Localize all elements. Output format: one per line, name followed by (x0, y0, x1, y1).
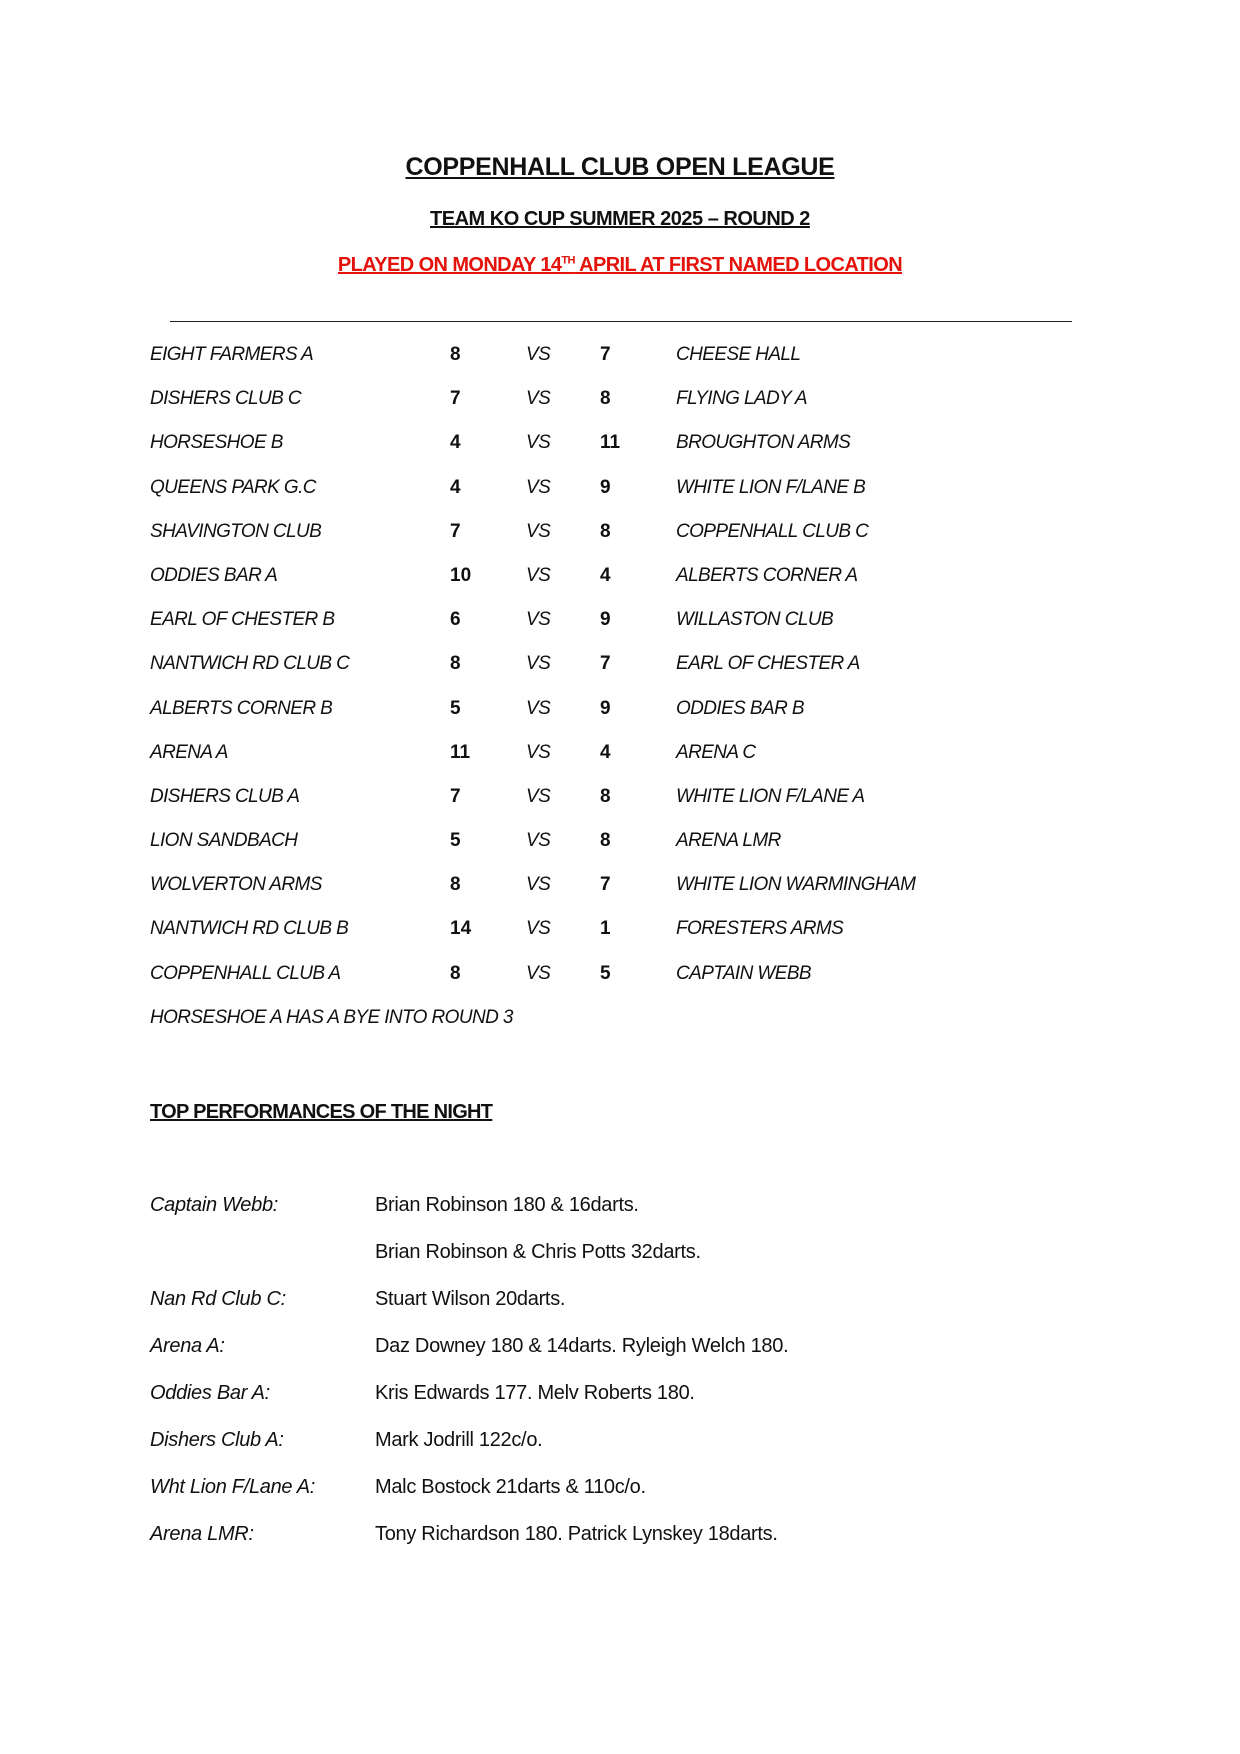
vs-label: VS (526, 962, 551, 984)
away-score: 8 (600, 830, 611, 852)
performance-note: Brian Robinson 180 & 16darts. (375, 1194, 639, 1216)
away-team: CAPTAIN WEBB (676, 962, 811, 984)
performance-note: Daz Downey 180 & 14darts. Ryleigh Welch 180. (375, 1335, 789, 1357)
home-score: 8 (450, 874, 461, 896)
away-score: 9 (600, 609, 611, 631)
home-score: 7 (450, 520, 461, 542)
page-title: COPPENHALL CLUB OPEN LEAGUE (405, 153, 835, 181)
away-team: ODDIES BAR B (676, 697, 804, 719)
home-score: 8 (450, 653, 461, 675)
vs-label: VS (526, 432, 551, 454)
away-team: COPPENHALL CLUB C (676, 520, 869, 542)
fixture-row (150, 477, 1050, 521)
home-team: NANTWICH RD CLUB C (150, 653, 350, 675)
performance-team: Arena LMR: (150, 1523, 254, 1545)
away-team: ARENA C (676, 741, 756, 763)
played-notice-suffix: APRIL AT FIRST NAMED LOCATION (574, 254, 903, 276)
fixtures-list (150, 344, 1050, 1051)
vs-label: VS (526, 344, 551, 365)
vs-label: VS (526, 653, 551, 675)
vs-label: VS (526, 520, 551, 542)
performance-note: Tony Richardson 180. Patrick Lynskey 18darts. (375, 1523, 778, 1545)
home-team: LION SANDBACH (150, 830, 298, 852)
home-team: SHAVINGTON CLUB (150, 520, 322, 542)
home-team: HORSESHOE B (150, 432, 283, 454)
home-score: 4 (450, 476, 461, 498)
performance-team: Nan Rd Club C: (150, 1288, 286, 1310)
performance-row (150, 1194, 1050, 1241)
bye-note: HORSESHOE A HAS A BYE INTO ROUND 3 (150, 1006, 513, 1028)
performance-team: Arena A: (150, 1335, 225, 1357)
divider-line (170, 321, 1072, 322)
away-team: ARENA LMR (676, 830, 781, 852)
vs-label: VS (526, 609, 551, 631)
fixture-row (150, 698, 1050, 742)
fixture-row (150, 742, 1050, 786)
vs-label: VS (526, 697, 551, 719)
away-score: 9 (600, 697, 611, 719)
fixture-row (150, 609, 1050, 653)
fixture-row (150, 830, 1050, 874)
played-notice (0, 254, 1240, 277)
home-team: EIGHT FARMERS A (150, 344, 314, 365)
performance-team: Oddies Bar A: (150, 1382, 270, 1404)
home-team: NANTWICH RD CLUB B (150, 918, 349, 940)
vs-label: VS (526, 476, 551, 498)
home-team: ALBERTS CORNER B (150, 697, 333, 719)
performances-title: TOP PERFORMANCES OF THE NIGHT (150, 1101, 493, 1123)
away-team: BROUGHTON ARMS (676, 432, 851, 454)
performance-row (150, 1523, 1050, 1570)
home-score: 7 (450, 785, 461, 807)
home-score: 8 (450, 962, 461, 984)
away-score: 7 (600, 653, 611, 675)
home-score: 5 (450, 697, 461, 719)
away-team: CHEESE HALL (676, 344, 801, 365)
fixture-row (150, 918, 1050, 962)
home-team: ODDIES BAR A (150, 564, 278, 586)
vs-label: VS (526, 564, 551, 586)
away-score: 8 (600, 785, 611, 807)
fixture-row (150, 432, 1050, 476)
home-team: EARL OF CHESTER B (150, 609, 335, 631)
page-subtitle: TEAM KO CUP SUMMER 2025 – ROUND 2 (430, 208, 810, 230)
away-team: WHITE LION WARMINGHAM (676, 874, 916, 896)
away-score: 8 (600, 520, 611, 542)
home-score: 4 (450, 432, 461, 454)
home-team: DISHERS CLUB C (150, 388, 302, 410)
home-team: DISHERS CLUB A (150, 785, 300, 807)
away-team: EARL OF CHESTER A (676, 653, 860, 675)
fixture-row (150, 344, 1050, 388)
away-score: 9 (600, 476, 611, 498)
home-team: COPPENHALL CLUB A (150, 962, 341, 984)
performance-row (150, 1335, 1050, 1382)
performance-note: Kris Edwards 177. Melv Roberts 180. (375, 1382, 695, 1404)
home-team: QUEENS PARK G.C (150, 476, 316, 498)
away-team: FLYING LADY A (676, 388, 807, 410)
fixture-row (150, 565, 1050, 609)
home-score: 7 (450, 388, 461, 410)
away-score: 4 (600, 741, 611, 763)
away-team: ALBERTS CORNER A (676, 564, 858, 586)
played-notice-prefix: PLAYED ON MONDAY 14 (337, 254, 562, 276)
vs-label: VS (526, 741, 551, 763)
home-score: 11 (450, 741, 471, 763)
performance-row (150, 1429, 1050, 1476)
performance-team: Captain Webb: (150, 1194, 279, 1216)
home-team: WOLVERTON ARMS (150, 874, 322, 896)
performance-note: Malc Bostock 21darts & 110c/o. (375, 1476, 646, 1498)
away-score: 1 (600, 918, 611, 940)
away-score: 7 (600, 874, 611, 896)
home-score: 5 (450, 830, 461, 852)
fixture-row (150, 388, 1050, 432)
home-score: 10 (450, 564, 472, 586)
away-score: 5 (600, 962, 611, 984)
performance-row (150, 1476, 1050, 1523)
performance-team: Dishers Club A: (150, 1429, 284, 1451)
fixture-row (150, 653, 1050, 697)
vs-label: VS (526, 874, 551, 896)
vs-label: VS (526, 388, 551, 410)
away-team: WHITE LION F/LANE A (676, 785, 865, 807)
away-team: WHITE LION F/LANE B (676, 476, 866, 498)
performance-note: Mark Jodrill 122c/o. (375, 1429, 543, 1451)
fixture-row (150, 963, 1050, 1007)
away-score: 7 (600, 344, 611, 365)
vs-label: VS (526, 918, 551, 940)
performance-note: Brian Robinson & Chris Potts 32darts. (375, 1241, 701, 1263)
home-score: 6 (450, 609, 461, 631)
vs-label: VS (526, 830, 551, 852)
home-team: ARENA A (150, 741, 228, 763)
fixture-row (150, 874, 1050, 918)
performance-row (150, 1241, 1050, 1288)
fixture-row (150, 521, 1050, 565)
away-score: 4 (600, 564, 611, 586)
home-score: 14 (450, 918, 472, 940)
performance-team: Wht Lion F/Lane A: (150, 1476, 316, 1498)
fixture-row (150, 786, 1050, 830)
performance-row (150, 1288, 1050, 1335)
home-score: 8 (450, 344, 461, 365)
performance-row (150, 1382, 1050, 1429)
played-notice-ordinal: TH (561, 254, 575, 267)
away-team: FORESTERS ARMS (676, 918, 844, 940)
performance-note: Stuart Wilson 20darts. (375, 1288, 566, 1310)
bye-row (150, 1007, 1050, 1051)
away-team: WILLASTON CLUB (676, 609, 834, 631)
vs-label: VS (526, 785, 551, 807)
away-score: 8 (600, 388, 611, 410)
performances-list (150, 1194, 1050, 1570)
away-score: 11 (600, 432, 621, 454)
